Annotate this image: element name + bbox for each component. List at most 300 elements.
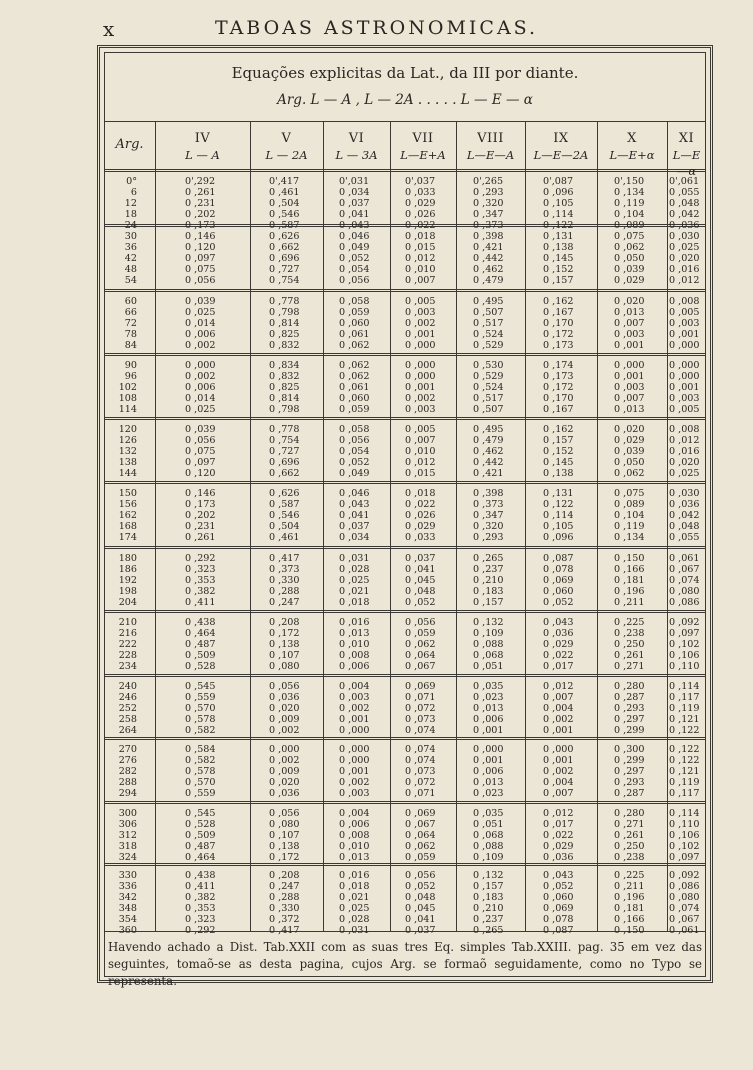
table-value: 0 ,022	[543, 649, 574, 661]
table-value: 0 ,211	[614, 880, 645, 892]
table-value: 0 ,039	[614, 445, 645, 457]
table-value: 0 ,196	[614, 585, 645, 597]
table-value: 0 ,028	[339, 563, 370, 575]
table-value: 0',150	[614, 176, 645, 187]
table-value: 0 ,173	[185, 498, 216, 510]
table-value: 0 ,754	[269, 274, 300, 286]
table-value: 0 ,071	[405, 787, 436, 799]
table-value: 0 ,008	[669, 296, 700, 307]
table-value: 0 ,834	[269, 360, 300, 371]
table-value: 0 ,052	[405, 880, 436, 892]
table-value: 0 ,005	[405, 424, 436, 435]
table-value: 0 ,089	[614, 219, 645, 231]
table-value: 0 ,106	[669, 829, 700, 841]
table-value: 0 ,119	[669, 702, 700, 714]
table-value: 0 ,250	[614, 638, 645, 650]
table-value: 0 ,507	[473, 306, 504, 318]
table-value: 0 ,034	[339, 186, 370, 198]
arg-value: 138	[118, 456, 137, 468]
table-value: 0 ,003	[405, 306, 436, 318]
table-value: 0 ,022	[405, 498, 436, 510]
table-value: 0 ,120	[185, 467, 216, 479]
table-value: 0 ,582	[185, 724, 216, 736]
column-rule	[525, 121, 526, 931]
table-value: 0 ,087	[543, 924, 574, 936]
table-value: 0 ,162	[543, 424, 574, 435]
table-value: 0 ,117	[669, 787, 700, 799]
arg-value: 222	[118, 638, 137, 650]
table-value: 0 ,014	[185, 392, 216, 404]
table-value: 0 ,107	[269, 649, 300, 661]
column-rule	[155, 121, 156, 931]
arg-value: 360	[118, 924, 137, 936]
table-value: 0 ,330	[269, 574, 300, 586]
table-value: 0 ,029	[543, 840, 574, 852]
column-header-x	[597, 131, 667, 163]
table-value: 0 ,006	[185, 381, 216, 393]
table-value: 0 ,417	[269, 553, 300, 564]
arg-value: 342	[118, 891, 137, 903]
table-value: 0 ,000	[185, 360, 216, 371]
table-value: 0 ,495	[473, 296, 504, 307]
table-value: 0 ,062	[339, 339, 370, 351]
table-value: 0 ,166	[614, 563, 645, 575]
group-rule	[104, 610, 706, 613]
table-value: 0 ,041	[339, 208, 370, 220]
table-value: 0 ,020	[269, 776, 300, 788]
table-value: 0 ,122	[669, 754, 700, 766]
column-rule	[323, 121, 324, 931]
table-value: 0 ,049	[339, 241, 370, 253]
table-value: 0 ,004	[543, 776, 574, 788]
table-value: 0 ,002	[339, 702, 370, 714]
arg-value: 78	[124, 328, 137, 340]
arg-value: 54	[124, 274, 137, 286]
table-value: 0 ,097	[669, 627, 700, 639]
table-value: 0 ,036	[669, 498, 700, 510]
table-value: 0 ,587	[269, 498, 300, 510]
table-value: 0 ,438	[185, 617, 216, 628]
table-value: 0 ,122	[669, 724, 700, 736]
table-value: 0 ,504	[269, 197, 300, 209]
table-value: 0 ,280	[614, 808, 645, 819]
table-value: 0 ,138	[543, 241, 574, 253]
table-value: 0 ,059	[405, 627, 436, 639]
column-number: XI	[678, 131, 695, 146]
table-value: 0 ,003	[669, 392, 700, 404]
table-value: 0 ,017	[543, 660, 574, 672]
table-value: 0 ,067	[669, 563, 700, 575]
table-value: 0 ,074	[669, 902, 700, 914]
table-value: 0 ,528	[185, 660, 216, 672]
table-value: 0 ,000	[405, 339, 436, 351]
table-value: 0 ,059	[405, 851, 436, 863]
table-value: 0 ,046	[339, 231, 370, 242]
arg-value: 114	[118, 403, 137, 415]
arg-value: 288	[118, 776, 137, 788]
group-rule	[104, 353, 706, 356]
table-value: 0 ,442	[473, 252, 504, 264]
table-value: 0 ,013	[614, 403, 645, 415]
table-value: 0 ,002	[269, 724, 300, 736]
table-value: 0 ,004	[339, 808, 370, 819]
table-value: 0 ,008	[669, 424, 700, 435]
table-value: 0 ,058	[339, 296, 370, 307]
table-value: 0 ,020	[614, 296, 645, 307]
table-value: 0 ,014	[185, 317, 216, 329]
table-value: 0 ,517	[473, 392, 504, 404]
table-value: 0',037	[405, 176, 436, 187]
arg-value: 234	[118, 660, 137, 672]
table-value: 0 ,015	[405, 467, 436, 479]
table-value: 0 ,007	[614, 392, 645, 404]
column-formula: L — 2A	[265, 148, 308, 162]
table-value: 0 ,061	[339, 328, 370, 340]
table-value: 0 ,150	[614, 924, 645, 936]
table-value: 0 ,210	[473, 574, 504, 586]
table-value: 0 ,832	[269, 339, 300, 351]
table-value: 0 ,061	[669, 553, 700, 564]
table-value: 0 ,018	[339, 880, 370, 892]
table-value: 0 ,025	[185, 306, 216, 318]
column-formula: L — A	[185, 148, 220, 162]
table-value: 0 ,025	[339, 574, 370, 586]
arg-value: 306	[118, 818, 137, 830]
table-value: 0 ,029	[614, 274, 645, 286]
arg-value: 270	[118, 744, 137, 755]
table-value: 0 ,043	[543, 617, 574, 628]
table-value: 0 ,398	[473, 488, 504, 499]
table-value: 0 ,110	[669, 818, 700, 830]
table-value: 0 ,007	[614, 317, 645, 329]
table-value: 0 ,134	[614, 186, 645, 198]
table-value: 0 ,042	[669, 208, 700, 220]
table-value: 0 ,023	[473, 691, 504, 703]
table-value: 0 ,261	[614, 649, 645, 661]
arg-value: 36	[124, 241, 137, 253]
table-value: 0 ,411	[185, 880, 216, 892]
table-value: 0 ,016	[669, 445, 700, 457]
table-value: 0 ,026	[405, 509, 436, 521]
arg-value: 252	[118, 702, 137, 714]
table-value: 0 ,008	[339, 649, 370, 661]
table-top-rule	[104, 121, 706, 122]
table-value: 0 ,013	[339, 851, 370, 863]
table-value: 0 ,067	[405, 660, 436, 672]
equation-table	[104, 121, 706, 936]
footnote: Havendo achado a Dist. Tab.XXII com as suas tres Eq. simples Tab.XXIII. pag. 35 em vez das seguintes, tomaõ-se as desta pagina, cujos Arg. se formaõ seguidamente, como no Typo se representa.	[108, 940, 702, 988]
table-value: 0 ,202	[185, 208, 216, 220]
arg-value: 24	[124, 219, 137, 231]
table-value: 0 ,012	[405, 252, 436, 264]
table-value: 0 ,825	[269, 381, 300, 393]
table-value: 0 ,495	[473, 424, 504, 435]
table-value: 0 ,173	[543, 339, 574, 351]
table-value: 0 ,105	[543, 520, 574, 532]
column-rule	[250, 121, 251, 931]
table-value: 0 ,464	[185, 627, 216, 639]
table-value: 0 ,231	[185, 197, 216, 209]
table-value: 0 ,048	[669, 197, 700, 209]
table-value: 0 ,832	[269, 370, 300, 382]
table-value: 0 ,157	[473, 880, 504, 892]
table-value: 0 ,347	[473, 509, 504, 521]
arg-value: 294	[118, 787, 137, 799]
table-value: 0 ,006	[339, 660, 370, 672]
table-value: 0 ,049	[339, 467, 370, 479]
table-value: 0 ,121	[669, 765, 700, 777]
table-value: 0 ,504	[269, 520, 300, 532]
table-value: 0 ,037	[405, 924, 436, 936]
table-value: 0 ,055	[669, 531, 700, 543]
table-value: 0',087	[543, 176, 574, 187]
table-value: 0 ,225	[614, 617, 645, 628]
column-header-v	[250, 131, 323, 163]
arg-value: 174	[118, 531, 137, 543]
table-value: 0 ,010	[339, 840, 370, 852]
table-value: 0 ,097	[185, 456, 216, 468]
table-value: 0 ,031	[339, 553, 370, 564]
table-value: 0 ,398	[473, 231, 504, 242]
table-value: 0 ,005	[669, 403, 700, 415]
group-rule	[104, 801, 706, 804]
table-value: 0 ,062	[614, 467, 645, 479]
table-value: 0 ,069	[405, 808, 436, 819]
table-value: 0 ,056	[405, 617, 436, 628]
table-value: 0 ,110	[669, 660, 700, 672]
table-value: 0 ,138	[269, 840, 300, 852]
table-value: 0 ,096	[543, 531, 574, 543]
table-value: 0 ,052	[543, 596, 574, 608]
table-value: 0 ,238	[614, 851, 645, 863]
arg-value: 276	[118, 754, 137, 766]
table-value: 0 ,028	[339, 913, 370, 925]
arg-value: 102	[118, 381, 137, 393]
table-value: 0 ,271	[614, 660, 645, 672]
table-value: 0 ,225	[614, 870, 645, 881]
table-value: 0 ,001	[669, 328, 700, 340]
table-value: 0 ,054	[339, 263, 370, 275]
column-formula: L—E—α	[672, 148, 701, 178]
column-header-viii	[456, 131, 525, 163]
arg-value: 216	[118, 627, 137, 639]
table-value: 0 ,373	[473, 498, 504, 510]
table-value: 0 ,035	[473, 808, 504, 819]
table-value: 0 ,013	[473, 776, 504, 788]
table-value: 0 ,050	[614, 252, 645, 264]
table-value: 0 ,517	[473, 317, 504, 329]
arg-value: 150	[118, 488, 137, 499]
table-value: 0 ,043	[339, 498, 370, 510]
table-value: 0 ,001	[473, 724, 504, 736]
table-value: 0 ,035	[473, 681, 504, 692]
table-value: 0 ,145	[543, 252, 574, 264]
table-value: 0 ,000	[473, 744, 504, 755]
table-value: 0 ,119	[614, 197, 645, 209]
table-value: 0 ,231	[185, 520, 216, 532]
arg-value: 240	[118, 681, 137, 692]
table-value: 0 ,030	[669, 231, 700, 242]
table-value: 0 ,102	[669, 840, 700, 852]
table-value: 0 ,570	[185, 702, 216, 714]
arg-value: 132	[118, 445, 137, 457]
arg-value: 96	[124, 370, 137, 382]
arg-value: 90	[124, 360, 137, 371]
table-value: 0 ,096	[543, 186, 574, 198]
table-value: 0 ,122	[543, 219, 574, 231]
table-value: 0 ,012	[669, 434, 700, 446]
table-value: 0 ,509	[185, 649, 216, 661]
table-value: 0 ,353	[185, 902, 216, 914]
table-value: 0 ,300	[614, 744, 645, 755]
table-value: 0 ,570	[185, 776, 216, 788]
table-value: 0 ,754	[269, 434, 300, 446]
table-value: 0 ,347	[473, 208, 504, 220]
argument-line: Arg. L — A , L — 2A . . . . . L — E — α	[277, 92, 533, 108]
arg-value: 30	[124, 231, 137, 242]
table-value: 0 ,023	[473, 787, 504, 799]
table-value: 0 ,025	[669, 241, 700, 253]
table-value: 0 ,172	[269, 851, 300, 863]
table-value: 0 ,060	[543, 891, 574, 903]
column-header-xi	[667, 131, 706, 179]
table-value: 0 ,050	[614, 456, 645, 468]
table-value: 0 ,007	[543, 787, 574, 799]
group-rule	[104, 417, 706, 420]
table-value: 0 ,006	[473, 713, 504, 725]
table-value: 0 ,174	[543, 360, 574, 371]
table-value: 0 ,208	[269, 870, 300, 881]
table-value: 0 ,584	[185, 744, 216, 755]
table-value: 0 ,003	[405, 403, 436, 415]
table-value: 0 ,814	[269, 317, 300, 329]
column-number: IV	[194, 131, 211, 146]
table-value: 0 ,067	[405, 818, 436, 830]
table-value: 0 ,778	[269, 296, 300, 307]
column-formula: L—E—A	[466, 148, 515, 162]
table-value: 0 ,173	[543, 370, 574, 382]
table-value: 0 ,006	[473, 765, 504, 777]
table-value: 0 ,002	[543, 713, 574, 725]
table-value: 0 ,261	[185, 531, 216, 543]
arg-value: 72	[124, 317, 137, 329]
table-value: 0',061	[669, 176, 700, 187]
table-value: 0 ,080	[669, 891, 700, 903]
table-value: 0 ,172	[269, 627, 300, 639]
table-value: 0 ,036	[543, 627, 574, 639]
table-value: 0 ,074	[669, 574, 700, 586]
table-value: 0 ,000	[339, 744, 370, 755]
table-value: 0 ,183	[473, 891, 504, 903]
table-value: 0 ,001	[614, 370, 645, 382]
table-value: 0 ,181	[614, 902, 645, 914]
table-value: 0 ,417	[269, 924, 300, 936]
table-value: 0 ,132	[473, 870, 504, 881]
table-value: 0 ,152	[543, 263, 574, 275]
column-rule	[390, 121, 391, 931]
table-value: 0 ,114	[543, 509, 574, 521]
table-value: 0 ,039	[185, 424, 216, 435]
table-value: 0 ,089	[614, 498, 645, 510]
table-value: 0 ,001	[473, 754, 504, 766]
table-value: 0 ,247	[269, 596, 300, 608]
table-value: 0 ,036	[669, 219, 700, 231]
arg-value: 186	[118, 563, 137, 575]
table-value: 0 ,013	[614, 306, 645, 318]
arg-value: 156	[118, 498, 137, 510]
table-value: 0 ,039	[185, 296, 216, 307]
table-value: 0 ,001	[339, 713, 370, 725]
table-value: 0 ,798	[269, 403, 300, 415]
table-value: 0 ,105	[543, 197, 574, 209]
table-value: 0 ,000	[669, 339, 700, 351]
table-value: 0 ,000	[669, 370, 700, 382]
table-value: 0 ,043	[339, 219, 370, 231]
group-rule	[104, 481, 706, 484]
table-value: 0 ,196	[614, 891, 645, 903]
table-value: 0 ,003	[339, 787, 370, 799]
table-value: 0 ,033	[405, 186, 436, 198]
column-formula: L—E—2A	[533, 148, 589, 162]
column-header-vi	[323, 131, 390, 163]
table-value: 0 ,479	[473, 274, 504, 286]
table-value: 0 ,183	[473, 585, 504, 597]
table-value: 0 ,072	[405, 702, 436, 714]
table-value: 0 ,464	[185, 851, 216, 863]
table-value: 0 ,056	[339, 274, 370, 286]
table-value: 0 ,134	[614, 531, 645, 543]
table-value: 0 ,034	[339, 531, 370, 543]
table-value: 0 ,022	[543, 829, 574, 841]
table-value: 0 ,001	[339, 765, 370, 777]
table-value: 0 ,297	[614, 765, 645, 777]
table-value: 0 ,120	[185, 241, 216, 253]
arg-value: 318	[118, 840, 137, 852]
table-value: 0 ,117	[669, 691, 700, 703]
table-value: 0 ,626	[269, 488, 300, 499]
table-value: 0 ,005	[405, 296, 436, 307]
column-number: X	[627, 131, 637, 146]
table-value: 0 ,025	[669, 467, 700, 479]
table-value: 0 ,029	[543, 638, 574, 650]
table-value: 0 ,041	[405, 563, 436, 575]
arg-value: 144	[118, 467, 137, 479]
table-value: 0 ,033	[405, 531, 436, 543]
arg-value: 120	[118, 424, 137, 435]
table-value: 0 ,003	[339, 691, 370, 703]
table-value: 0 ,005	[669, 306, 700, 318]
table-value: 0 ,265	[473, 553, 504, 564]
table-value: 0 ,078	[543, 913, 574, 925]
column-number: VI	[348, 131, 365, 146]
running-header: TABOAS ASTRONOMICAS.	[214, 17, 539, 39]
table-value: 0 ,293	[473, 186, 504, 198]
table-value: 0 ,150	[614, 553, 645, 564]
table-value: 0 ,002	[185, 370, 216, 382]
table-value: 0 ,727	[269, 263, 300, 275]
table-value: 0 ,696	[269, 252, 300, 264]
header-rule	[104, 169, 706, 172]
table-value: 0 ,114	[543, 208, 574, 220]
table-value: 0 ,001	[543, 724, 574, 736]
table-value: 0 ,323	[185, 563, 216, 575]
table-value: 0 ,166	[614, 913, 645, 925]
table-value: 0 ,056	[269, 808, 300, 819]
table-value: 0 ,052	[339, 252, 370, 264]
table-value: 0 ,012	[669, 274, 700, 286]
column-rule	[456, 121, 457, 931]
table-value: 0 ,825	[269, 328, 300, 340]
